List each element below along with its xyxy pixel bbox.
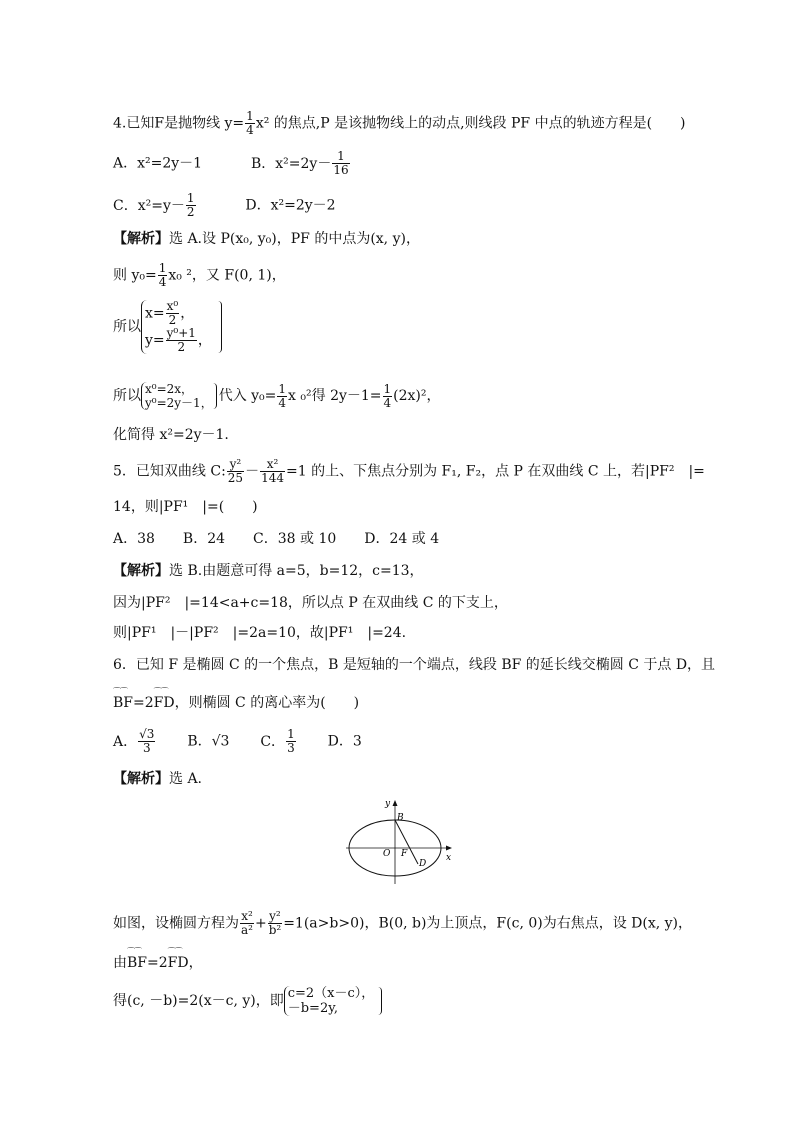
q6-solution-line-3: 由⌒⌒ BF=2⌒⌒ FD， [113, 954, 203, 972]
q4-solution-line-3: 所以 x= $\frac{\text{x⁰}}{2}$ ， y= $\frac{\text{y⁰+1}}{2}$ ， [113, 300, 222, 354]
q4-option-c: C．x²=y－ $\frac{1}{2}$ [113, 191, 195, 219]
q4-options-cd [113, 192, 336, 219]
q6-system: c=2（x－c）， －b=2y, [284, 986, 375, 1016]
q4-options-ab [113, 150, 351, 177]
q5-solution-line-2: 因为|PF² |=14<a+c=18，所以点 P 在双曲线 C 的下支上， [113, 595, 508, 611]
q5-stem: 5．已知双曲线 C: $\frac{\text{y²}}{25}$ － $\frac{\text{x²}}{144}$ =1 的上、下焦点分别为 F₁, F₂，点 P 在双曲线 C 上，若|PF² |= [113, 457, 705, 485]
q4-option-b: B．x²=2y－ $\frac{1}{16}$ [250, 149, 349, 177]
q4-system-1: x= $\frac{\text{x⁰}}{2}$ ， y= $\frac{\text{y⁰+1}}{2}$ ， [141, 300, 212, 354]
vector-fd: ⌒⌒ FD [154, 694, 175, 712]
solution-tag: 【解析】 [113, 771, 169, 787]
q6-stem-continued: ⌒⌒ BF=2⌒⌒ FD，则椭圆 C 的离心率为( ) [113, 694, 359, 712]
q4-stem: 4.已知F是抛物线 y= $\frac{1}{4}$ x² 的焦点,P 是该抛物线上的动点,则线段 PF 中点的轨迹方程是( ) [113, 109, 686, 137]
x-axis-arrow [446, 846, 452, 851]
vector-fd-2: ⌒⌒ FD [168, 954, 189, 972]
y-axis-arrow [393, 800, 398, 806]
label-f: F [401, 849, 408, 859]
q6-options [113, 728, 362, 755]
q5-solution-line-1: 【解析】选 B.由题意可得 a=5，b=12，c=13， [113, 563, 424, 579]
q5-solution-line-3: 则|PF¹ |－|PF² |=2a=10，故|PF¹ |=24. [113, 625, 407, 641]
q6-option-a: A． $\frac{√3}{3}$ [113, 727, 155, 755]
q6-solution-line-2: 如图，设椭圆方程为 $\frac{\text{x²}}{\text{a²}}$ + $\frac{\text{y²}}{\text{b²}}$ =1(a>b>0)，B(0, b)为上顶点，F(c, 0)为右焦点，设 D(x, y)， [113, 909, 693, 937]
q6-option-b: B．√3 [187, 733, 230, 750]
label-y: y [385, 799, 391, 809]
label-b: B [397, 813, 404, 823]
q5-stem-continued: 14，则|PF¹ |=( ) [113, 499, 258, 515]
q6-solution-line-1: 【解析】选 A. [113, 771, 203, 787]
label-d: D [419, 859, 427, 869]
q6-solution-line-4: 得(c, －b)=2(x－c, y)，即 c=2（x－c）， －b=2y, [113, 986, 382, 1016]
label-o: O [383, 849, 391, 859]
q4-option-d: D．x²=2y－2 [245, 197, 336, 214]
q6-stem: 6．已知 F 是椭圆 C 的一个焦点，B 是短轴的一个端点，线段 BF 的延长线交椭圆 C 于点 D，且 [113, 657, 716, 673]
label-x: x [446, 853, 452, 863]
q5-options: A．38 B．24 C．38 或 10 D．24 或 4 [113, 531, 440, 547]
vector-bf-2: ⌒⌒ BF [127, 954, 147, 972]
solution-tag: 【解析】 [113, 231, 169, 247]
q4-solution-line-4: 所以 x⁰=2x， y⁰=2y－1， 代入 y₀= $\frac{1}{4}$ x ₀²得 2y－1= $\frac{1}{4}$ (2x)²， [113, 381, 441, 410]
q6-option-d: D．3 [327, 733, 362, 750]
q4-solution-line-1: 【解析】选 A.设 P(x₀, y₀)，PF 的中点为(x, y)， [113, 231, 420, 247]
q4-stem-fraction: $\frac{1}{4}$ [246, 109, 254, 137]
q4-solution-line-5: 化简得 x²=2y－1. [113, 427, 229, 443]
ellipse-figure [340, 792, 460, 888]
q4-solution-line-2: 则 y₀= $\frac{1}{4}$ x₀ ²，又 F(0, 1)， [113, 261, 286, 289]
solution-tag: 【解析】 [113, 563, 169, 579]
vector-bf: ⌒⌒ BF [113, 694, 133, 712]
q6-option-c: C． $\frac{1}{3}$ [260, 727, 295, 755]
q4-system-2: x⁰=2x， y⁰=2y－1， [141, 382, 213, 410]
q4-option-a: A．x²=2y－1 [113, 155, 203, 172]
